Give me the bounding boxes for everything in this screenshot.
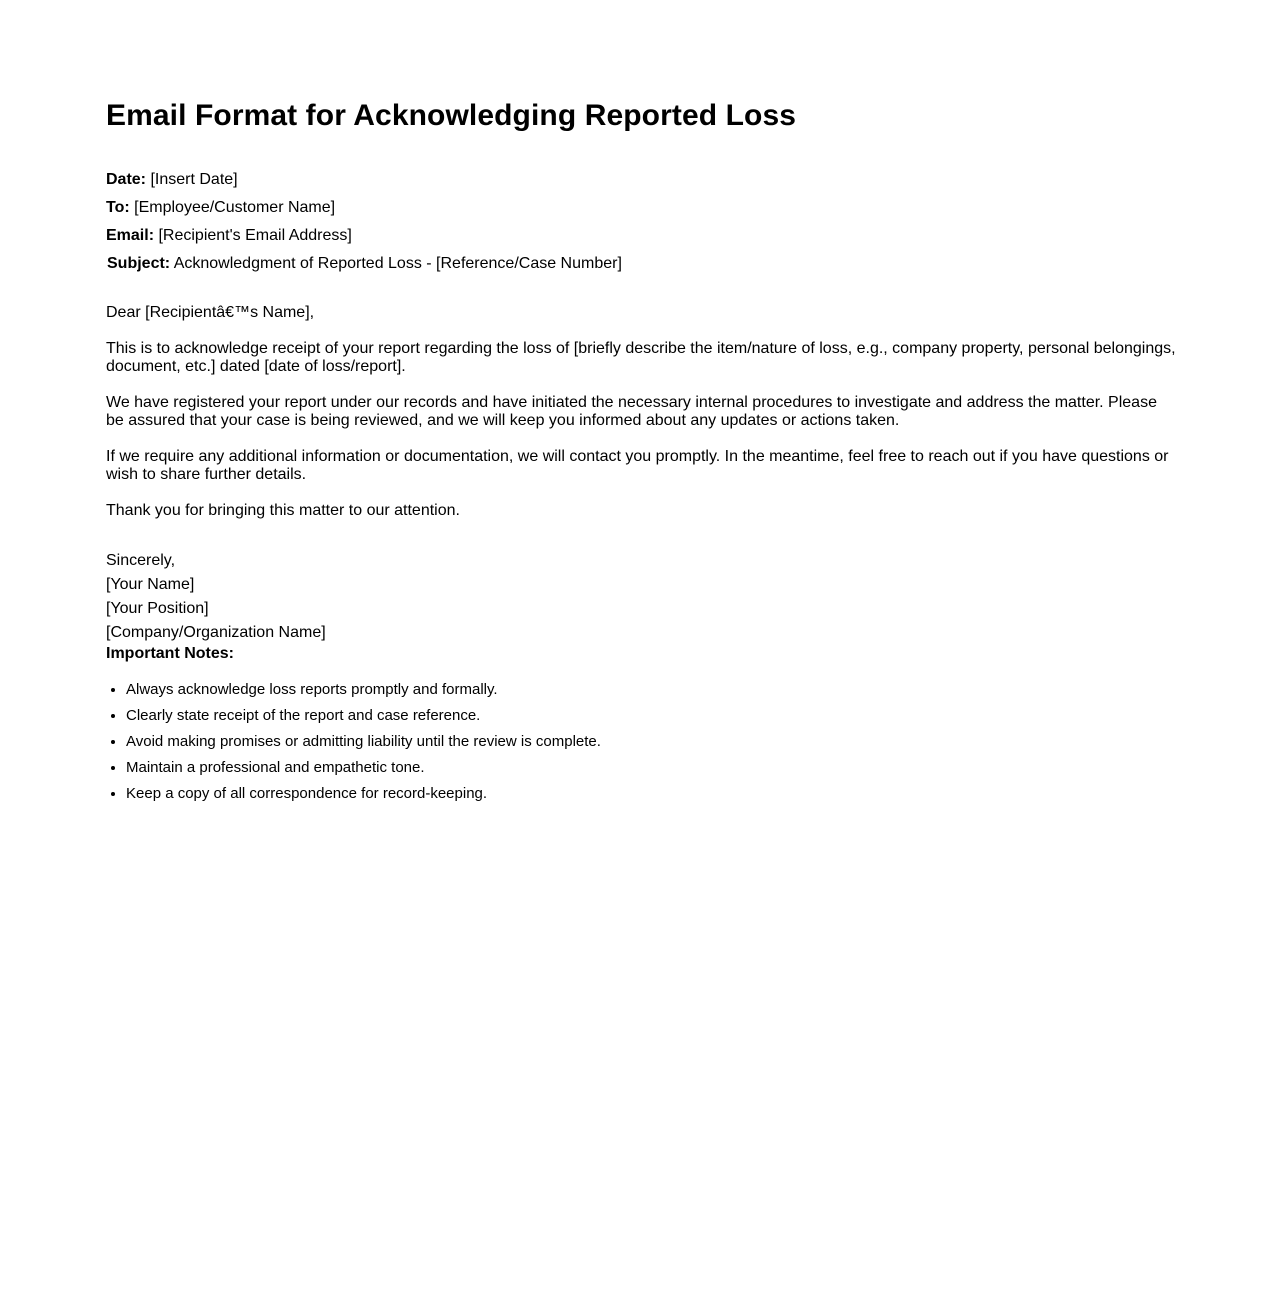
notes-title: Important Notes:: [106, 645, 234, 662]
signature-closing: Sincerely,: [106, 552, 176, 569]
notes-list-item: • Clearly state receipt of the report and case reference.: [126, 707, 1176, 725]
date-label: Date:: [106, 171, 147, 188]
signature-company: [Company/Organization Name]: [106, 624, 326, 641]
body-paragraph-4: Thank you for bringing this matter to our attention.: [106, 502, 460, 519]
notes-list-item: • Keep a copy of all correspondence for record-keeping.: [126, 785, 1176, 803]
to-row: [106, 194, 1176, 222]
date-row: [106, 166, 1176, 194]
to-value: [Employee/Customer Name]: [134, 199, 336, 216]
signature-position: [Your Position]: [106, 600, 209, 617]
date-value: [Insert Date]: [150, 171, 238, 188]
signature-name: [Your Name]: [106, 576, 195, 593]
signature-block: [106, 549, 1176, 645]
page-title: Email Format for Acknowledging Reported Loss: [106, 99, 797, 132]
greeting: Dear [Recipientâ€™s Name],: [106, 304, 315, 321]
subject-value: Acknowledgment of Reported Loss - [Reference/Case Number]: [173, 255, 622, 272]
body-paragraph-2: We have registered your report under our records and have initiated the necessary internal procedures to investigate and address the matter. Please be assured that your case is being reviewed, and we will keep you informed about any updates or actions taken.: [106, 394, 1157, 429]
notes-list-item: • Always acknowledge loss reports promptly and formally.: [126, 681, 1176, 699]
to-label: To:: [106, 199, 130, 216]
notes-list-item: • Maintain a professional and empathetic tone.: [126, 759, 1176, 777]
email-value: [Recipient's Email Address]: [158, 227, 352, 244]
email-body: [106, 304, 1176, 520]
email-label: Email:: [106, 227, 155, 244]
notes-list-item: • Avoid making promises or admitting liability until the review is complete.: [126, 733, 1176, 751]
document-content: [106, 96, 1176, 811]
notes-list: [106, 681, 1176, 803]
subject-row: [107, 250, 1176, 278]
email-header-fields: [106, 166, 1176, 278]
subject-label: Subject:: [107, 255, 171, 272]
email-row: [106, 222, 1176, 250]
body-paragraph-1: This is to acknowledge receipt of your report regarding the loss of [briefly describe the item/nature of loss, e.g., company property, personal belongings, document, etc.] dated [date of loss/report].: [106, 340, 1176, 375]
body-paragraph-3: If we require any additional information or documentation, we will contact you promptly. In the meantime, feel free to reach out if you have questions or wish to share further details.: [106, 448, 1169, 483]
